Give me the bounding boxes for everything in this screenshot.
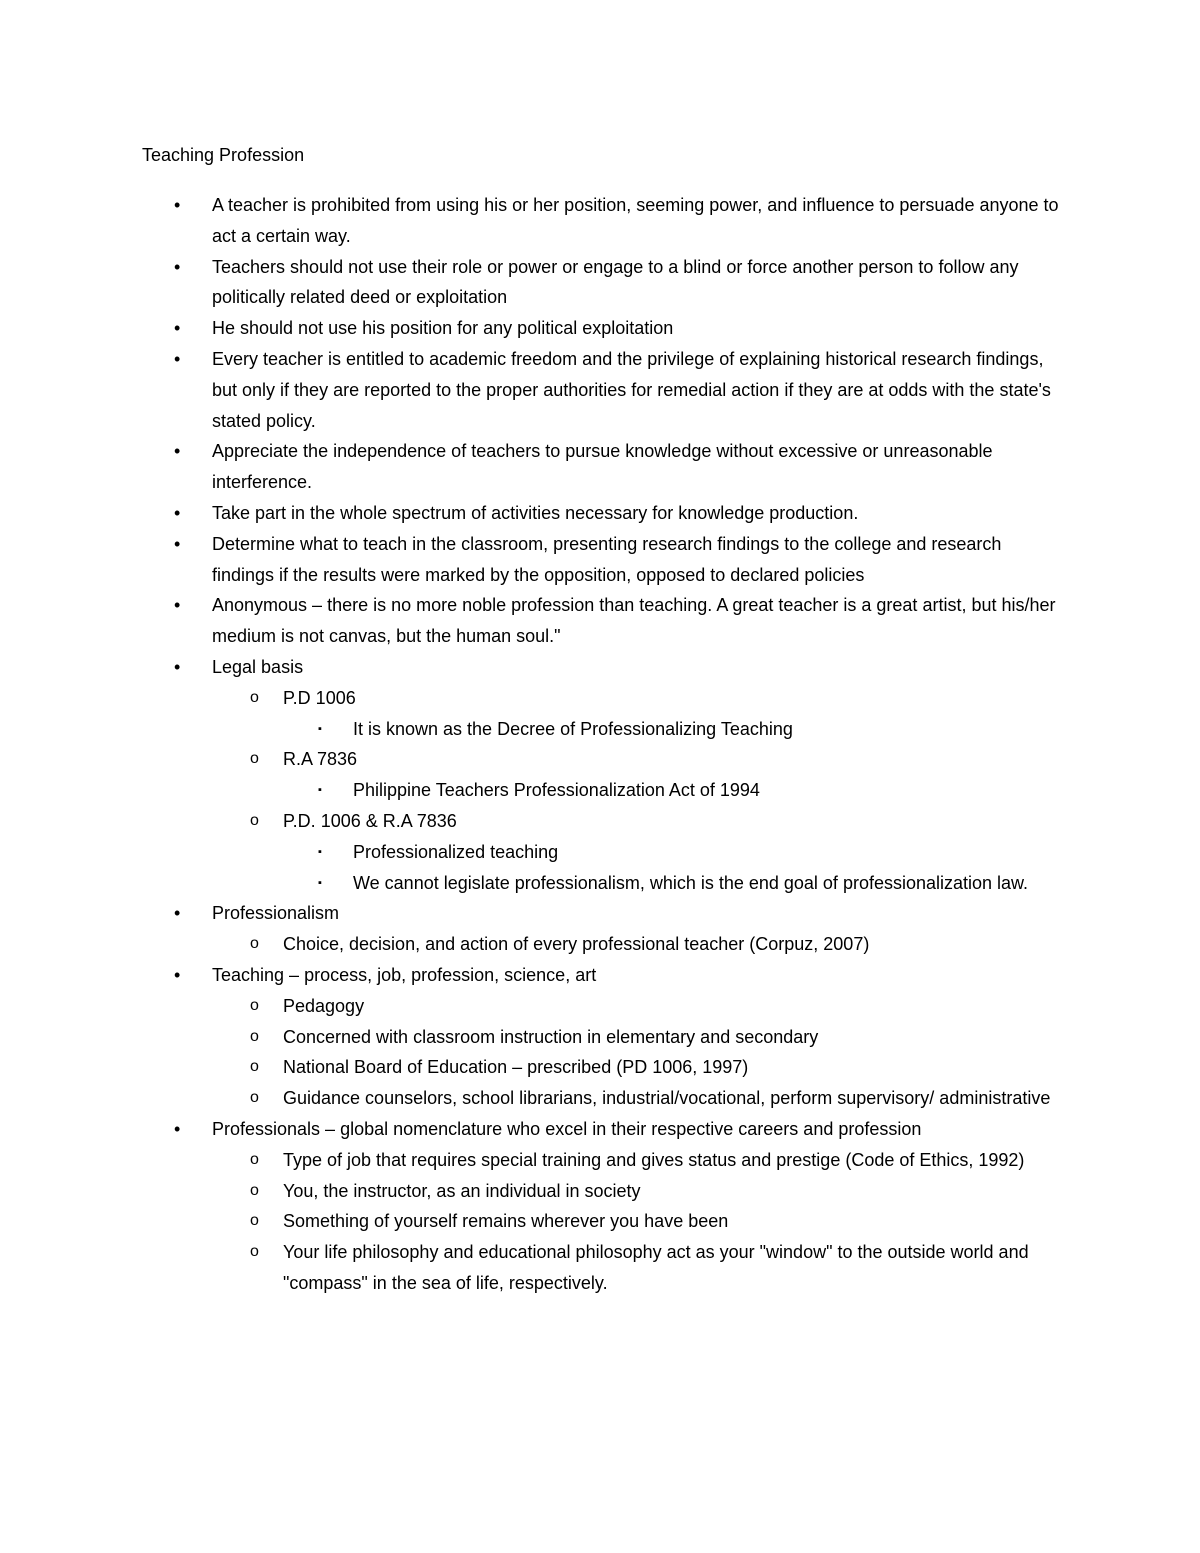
list-item-text: Something of yourself remains wherever you have been bbox=[283, 1211, 729, 1232]
list-item bbox=[142, 590, 1062, 652]
bullet-circle-icon: o bbox=[250, 811, 259, 829]
sub-sub-list-item bbox=[142, 775, 1062, 806]
list-item bbox=[142, 960, 1062, 1114]
list-item-text: Professionals – global nomenclature who excel in their respective careers and profession bbox=[212, 1118, 922, 1139]
list-item-text: P.D. 1006 & R.A 7836 bbox=[283, 810, 457, 831]
bullet-circle-icon: o bbox=[250, 1027, 259, 1045]
list-item-text: Concerned with classroom instruction in elementary and secondary bbox=[283, 1026, 819, 1047]
bullet-circle-icon: o bbox=[250, 1243, 259, 1261]
list-item-text: You, the instructor, as an individual in society bbox=[283, 1180, 641, 1201]
bullet-circle-icon: o bbox=[250, 1181, 259, 1199]
sub-list bbox=[142, 929, 1062, 960]
list-item bbox=[142, 498, 1062, 529]
list-item-text: He should not use his position for any political exploitation bbox=[212, 318, 674, 339]
bullet-disc-icon: • bbox=[174, 1118, 181, 1139]
list-item-text: Choice, decision, and action of every professional teacher (Corpuz, 2007) bbox=[283, 934, 870, 955]
sub-list bbox=[142, 1145, 1062, 1299]
list-item-text: It is known as the Decree of Professionalizing Teaching bbox=[353, 718, 793, 739]
sub-list-item bbox=[142, 1237, 1062, 1299]
list-item bbox=[142, 313, 1062, 344]
bullet-circle-icon: o bbox=[250, 1150, 259, 1168]
bullet-disc-icon: • bbox=[174, 318, 181, 339]
bullet-disc-icon: • bbox=[174, 256, 181, 277]
bullet-circle-icon: o bbox=[250, 996, 259, 1014]
sub-sub-list-item bbox=[142, 837, 1062, 868]
list-item bbox=[142, 898, 1062, 960]
list-item bbox=[142, 1114, 1062, 1299]
list-item bbox=[142, 252, 1062, 314]
bullet-circle-icon: o bbox=[250, 750, 259, 768]
list-item-text: Professionalism bbox=[212, 903, 340, 924]
sub-list-item bbox=[142, 683, 1062, 745]
sub-list bbox=[142, 991, 1062, 1114]
sub-sub-list bbox=[142, 837, 1062, 899]
list-item-text: Professionalized teaching bbox=[353, 841, 559, 862]
bullet-square-icon: ▪ bbox=[318, 845, 322, 858]
bullet-square-icon: ▪ bbox=[318, 784, 322, 797]
bullet-circle-icon: o bbox=[250, 935, 259, 953]
sub-list bbox=[142, 683, 1062, 899]
list-item bbox=[142, 529, 1062, 591]
sub-list-item bbox=[142, 1206, 1062, 1237]
sub-list-item bbox=[142, 1022, 1062, 1053]
bullet-disc-icon: • bbox=[174, 195, 181, 215]
list-item-text: Every teacher is entitled to academic freedom and the privilege of explaining historical research findings, but only if they are reported to the proper authorities for remedial action if they are at odds with the state's stated policy. bbox=[212, 348, 1051, 431]
sub-list-item bbox=[142, 1176, 1062, 1207]
sub-sub-list bbox=[142, 714, 1062, 745]
bullet-circle-icon: o bbox=[250, 1058, 259, 1076]
sub-list-item bbox=[142, 1083, 1062, 1114]
bullet-disc-icon: • bbox=[174, 533, 181, 554]
bullet-circle-icon: o bbox=[250, 1212, 259, 1230]
document-title: Teaching Profession bbox=[142, 145, 305, 165]
list-item-text: Teaching – process, job, profession, science, art bbox=[212, 964, 597, 985]
list-item-text: R.A 7836 bbox=[283, 749, 358, 770]
bullet-disc-icon: • bbox=[174, 595, 181, 616]
bullet-disc-icon: • bbox=[174, 348, 181, 369]
list-item bbox=[142, 344, 1062, 436]
list-item bbox=[142, 190, 1062, 252]
list-item bbox=[142, 652, 1062, 898]
list-item-text: Appreciate the independence of teachers to pursue knowledge without excessive or unreasonable interference. bbox=[212, 441, 993, 493]
bullet-square-icon: ▪ bbox=[318, 876, 322, 889]
bullet-disc-icon: • bbox=[174, 964, 181, 985]
list-item-text: Teachers should not use their role or power or engage to a blind or force another person to follow any politically related deed or exploitation bbox=[212, 256, 1019, 308]
bullet-disc-icon: • bbox=[174, 903, 181, 924]
sub-list-item bbox=[142, 1052, 1062, 1083]
list-item-text: We cannot legislate professionalism, which is the end goal of professionalization law. bbox=[353, 872, 1029, 893]
sub-list-item bbox=[142, 991, 1062, 1022]
bullet-disc-icon: • bbox=[174, 502, 181, 523]
sub-list-item bbox=[142, 929, 1062, 960]
list-item bbox=[142, 436, 1062, 498]
sub-list-item bbox=[142, 744, 1062, 806]
bullet-disc-icon: • bbox=[174, 656, 181, 677]
list-item-text: Your life philosophy and educational philosophy act as your "window" to the outside world and "compass" in the sea of life, respectively. bbox=[283, 1242, 1029, 1293]
bullet-square-icon: ▪ bbox=[318, 722, 322, 735]
bullet-disc-icon: • bbox=[174, 441, 181, 462]
list-item-text: Pedagogy bbox=[283, 995, 365, 1016]
list-item-text: Philippine Teachers Professionalization Act of 1994 bbox=[353, 780, 760, 801]
list-item-text: A teacher is prohibited from using his or her position, seeming power, and influence to persuade anyone to act a certain way. bbox=[212, 195, 1059, 246]
list-item-text: Guidance counselors, school librarians, industrial/vocational, perform supervisory/ administrative bbox=[283, 1088, 1051, 1109]
list-item-text: Anonymous – there is no more noble profession than teaching. A great teacher is a great artist, but his/her medium is not canvas, but the human soul." bbox=[212, 595, 1056, 647]
bullet-list bbox=[142, 190, 1062, 1299]
sub-sub-list-item bbox=[142, 868, 1062, 899]
sub-sub-list-item bbox=[142, 714, 1062, 745]
bullet-circle-icon: o bbox=[250, 1089, 259, 1107]
sub-sub-list bbox=[142, 775, 1062, 806]
list-item-text: Legal basis bbox=[212, 656, 304, 677]
list-item-text: National Board of Education – prescribed (PD 1006, 1997) bbox=[283, 1057, 749, 1078]
bullet-circle-icon: o bbox=[250, 688, 259, 706]
sub-list-item bbox=[142, 806, 1062, 898]
list-item-text: Type of job that requires special training and gives status and prestige (Code of Ethics, 1992) bbox=[283, 1149, 1025, 1170]
list-item-text: Determine what to teach in the classroom, presenting research findings to the college and research findings if the results were marked by the opposition, opposed to declared policies bbox=[212, 533, 1002, 585]
sub-list-item bbox=[142, 1145, 1062, 1176]
list-item-text: Take part in the whole spectrum of activities necessary for knowledge production. bbox=[212, 502, 859, 523]
list-item-text: P.D 1006 bbox=[283, 687, 356, 708]
